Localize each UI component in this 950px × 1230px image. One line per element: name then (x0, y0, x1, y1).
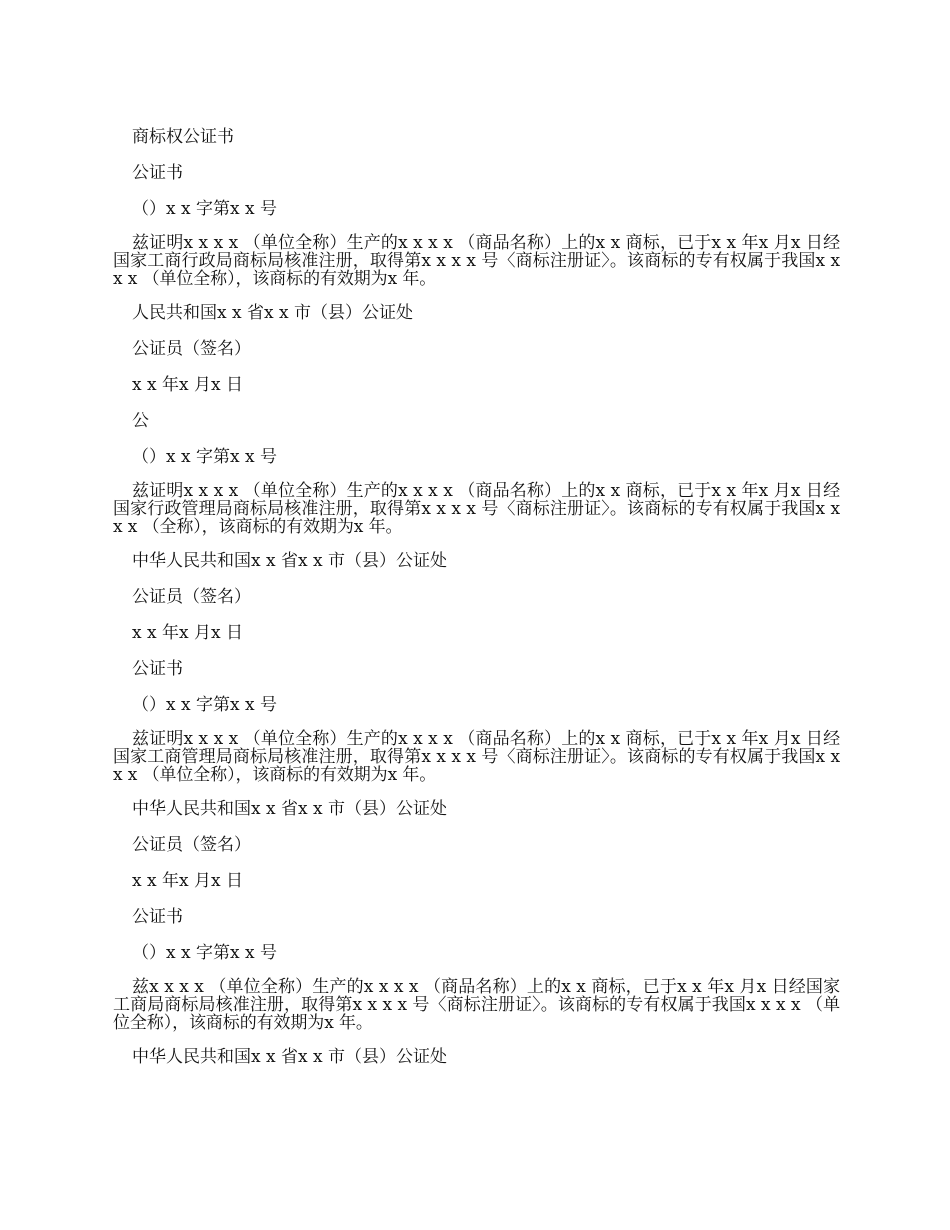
section-heading: 公证书 (132, 163, 183, 183)
document-number: （）x x 字第x x 号 (132, 447, 277, 467)
notary-office: 人民共和国x x 省x x 市（县）公证处 (132, 303, 413, 323)
document-title: 商标权公证书 (132, 127, 234, 147)
date-line: x x 年x 月x 日 (132, 623, 243, 643)
date-line: x x 年x 月x 日 (132, 871, 243, 891)
document-number: （）x x 字第x x 号 (132, 199, 277, 219)
certification-paragraph: 兹证明x x x x （单位全称）生产的x x x x （商品名称）上的x x 商标，已于x x 年x 月x 日经国家行政管理局商标局核准注册，取得第x x x x 号〈商标注册证〉。该商标的专有权属于我国x x x x （全称），该商标的有效期为x 年。 (113, 481, 840, 537)
notary-office: 中华人民共和国x x 省x x 市（县）公证处 (132, 1047, 447, 1067)
certification-paragraph: 兹证明x x x x （单位全称）生产的x x x x （商品名称）上的x x 商标，已于x x 年x 月x 日经国家工商管理局商标局核准注册，取得第x x x x 号〈商标注册证〉。该商标的专有权属于我国x x x x （单位全称），该商标的有效期为x 年。 (113, 729, 840, 785)
section-heading: 公证书 (132, 907, 183, 927)
notary-signature: 公证员（签名） (132, 587, 251, 607)
spacer (113, 148, 840, 162)
document-number: （）x x 字第x x 号 (132, 695, 277, 715)
section-heading: 公证书 (132, 659, 183, 679)
notary-signature: 公证员（签名） (132, 339, 251, 359)
date-line: x x 年x 月x 日 (132, 375, 243, 395)
certification-paragraph: 兹x x x x （单位全称）生产的x x x x （商品名称）上的x x 商标，已于x x 年x 月x 日经国家工商局商标局核准注册，取得第x x x x 号〈商标注册证〉。该商标的专有权属于我国x x x x （单位全称），该商标的有效期为x 年。 (113, 977, 840, 1033)
section-heading: 公 (132, 411, 149, 431)
notary-office: 中华人民共和国x x 省x x 市（县）公证处 (132, 551, 447, 571)
certification-paragraph: 兹证明x x x x （单位全称）生产的x x x x （商品名称）上的x x 商标，已于x x 年x 月x 日经国家工商行政局商标局核准注册，取得第x x x x 号〈商标注册证〉。该商标的专有权属于我国x x x x （单位全称），该商标的有效期为x 年。 (113, 233, 840, 289)
notary-signature: 公证员（签名） (132, 835, 251, 855)
notary-office: 中华人民共和国x x 省x x 市（县）公证处 (132, 799, 447, 819)
document-number: （）x x 字第x x 号 (132, 943, 277, 963)
